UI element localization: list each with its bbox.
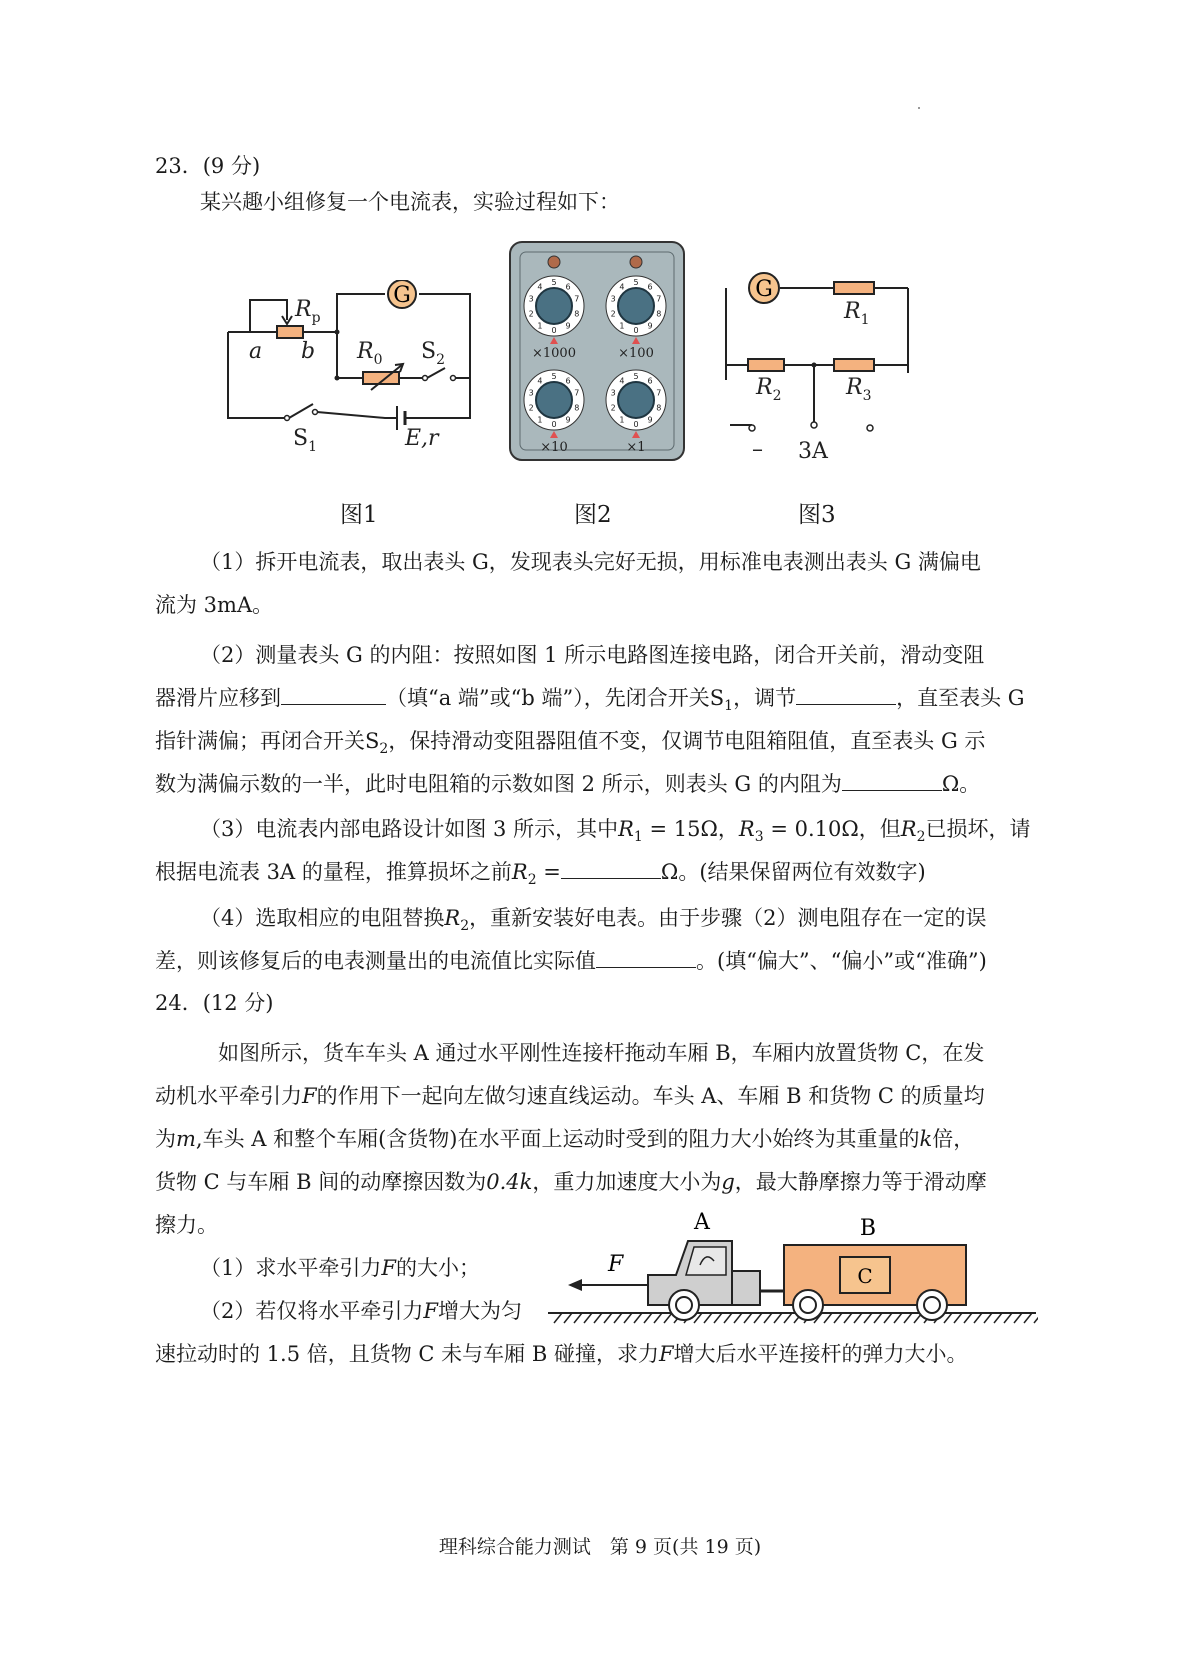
svg-text:R0 [356, 339, 383, 368]
dial-digit: 2 [528, 403, 534, 413]
q24-sub1 [200, 1253, 580, 1283]
q24-line2 [155, 1081, 1055, 1111]
q23-p2-l2b-sub: 1 [724, 698, 734, 715]
q23-p4-l2a: 差，则该修复后的电表测量出的电流值比实际值 [155, 949, 596, 973]
q23-p4-line1 [200, 903, 1100, 941]
q23-p2-l3b: ，保持滑动变阻器阻值不变，仅调节电阻箱阻值，直至表头 G 示 [388, 729, 986, 753]
figure-truck [548, 1195, 1038, 1335]
q24-s1-f: F [381, 1256, 396, 1280]
q23-p4-l1a: （4）选取相应的电阻替换 [200, 906, 445, 930]
q24-l2a: 动机水平牵引力 [155, 1084, 302, 1108]
page-footer: 理科综合能力测试 第 9 页(共 19 页) [438, 1536, 762, 1558]
fig3-r3-sub: 3 [862, 388, 872, 404]
figure-1-circuit [225, 280, 505, 460]
dial-digit: 7 [574, 388, 580, 398]
q23-p2-line2 [155, 683, 1055, 721]
fig1-r0-sub: 0 [373, 352, 383, 368]
q23-p3-l2-r2-sub: 2 [527, 872, 537, 889]
dial-digit: 4 [537, 376, 543, 386]
blank-internal-resistance[interactable] [842, 770, 942, 791]
dial-digit: 3 [610, 294, 616, 304]
fig3-range-label: 3A [798, 439, 828, 464]
q23-p2-line4 [155, 769, 1055, 799]
fig3-r1-sub: 1 [860, 312, 870, 328]
q23-p2-l3a: 指针满偏；再闭合开关S [155, 729, 380, 753]
q24-s1a: （1）求水平牵引力 [200, 1256, 382, 1280]
dial-digit: 1 [537, 321, 543, 331]
fig1-s1-sub: 1 [308, 439, 317, 455]
q23-p4-l1b: ，重新安装好电表。由于步骤（2）测电阻存在一定的误 [469, 906, 987, 930]
svg-text:S1 [293, 426, 317, 455]
svg-text:S2 [421, 339, 445, 368]
fig1-rp-label: R [295, 297, 312, 322]
q23-p3-l2c: Ω。(结果保留两位有效数字) [660, 860, 926, 884]
q24-l4c: ，最大静摩擦力等于滑动摩 [734, 1170, 987, 1194]
q24-line3 [155, 1124, 1055, 1154]
truck-b-label: B [859, 1216, 877, 1241]
dial-digit: 1 [537, 415, 543, 425]
q24-l4-mu: 0.4k [486, 1170, 533, 1194]
q23-p3-r1: R [618, 817, 634, 841]
fig1-r0-label: R [357, 339, 374, 364]
q23-p2-l2b: （填“a 端”或“b 端”），先闭合开关S [386, 686, 725, 710]
fig1-s2-sub: 2 [436, 352, 445, 368]
dial-x10-label: ×10 [540, 440, 568, 455]
dial-digit: 6 [647, 376, 653, 386]
q23-p4-r2-sub: 2 [460, 918, 470, 935]
dial-digit: 9 [565, 415, 571, 425]
q24-sub2 [200, 1296, 580, 1326]
figure-2-caption: 图2 [574, 502, 612, 528]
q23-p3-l1c: = 0.10Ω，但 [763, 817, 901, 841]
blank-measurement-bias[interactable] [596, 947, 696, 968]
fig3-g-label: G [755, 277, 773, 302]
q23-p3-r2: R [900, 817, 917, 841]
fig3-r3-label: R [846, 375, 863, 400]
blank-end-position[interactable] [281, 684, 386, 705]
dial-digit: 7 [574, 294, 580, 304]
dial-digit: 8 [574, 403, 580, 413]
dial-digit: 5 [633, 372, 639, 381]
truck-a-label: A [694, 1210, 710, 1235]
q23-p1-line1: （1）拆开电流表，取出表头 G，发现表头完好无损，用标准电表测出表头 G 满偏电 [200, 550, 981, 574]
fig3-r2-sub: 2 [772, 388, 782, 404]
dial-digit: 2 [528, 309, 534, 319]
q24-l3b: ,车头 A 和整个车厢(含货物)在水平面上运动时受到的阻力大小始终为其重量的 [195, 1127, 920, 1151]
dial-digit: 1 [619, 415, 625, 425]
q23-p2-l3-sub: 2 [379, 741, 389, 758]
truck-f-label: F [608, 1252, 624, 1277]
dial-digit: 7 [656, 388, 662, 398]
q24-sub2-cont [155, 1339, 1055, 1369]
q24-s2-f: F [423, 1299, 438, 1323]
dial-digit: 3 [528, 388, 534, 398]
fig1-a-label: a [249, 339, 263, 364]
q23-p4-line2 [155, 946, 1055, 976]
fig1-s2-label: S [421, 339, 437, 364]
q23-p3-l2b: = [536, 860, 561, 884]
q24-l4a: 货物 C 与车厢 B 间的动摩擦因数为 [155, 1170, 487, 1194]
dial-x1000-label: ×1000 [532, 346, 576, 361]
fig3-r1-label: R [844, 299, 861, 324]
svg-text:R2 [755, 375, 782, 404]
q23-p2-l4b: Ω。 [941, 772, 981, 796]
dial-digit: 8 [574, 309, 580, 319]
dial-digit: 9 [647, 321, 653, 331]
dial-digit: 5 [551, 372, 557, 381]
q24-s2a: （2）若仅将水平牵引力 [200, 1299, 424, 1323]
q23-p3-line1 [200, 814, 1100, 852]
q24-l3-k: k [919, 1127, 933, 1151]
q23-p3-l1a: （3）电流表内部电路设计如图 3 所示，其中 [200, 817, 619, 841]
q24-line1: 如图所示，货车车头 A 通过水平刚性连接杆拖动车厢 B，车厢内放置货物 C，在发 [218, 1041, 985, 1065]
q24-line4 [155, 1167, 1055, 1197]
q23-p2-l2c: ，调节 [733, 686, 797, 710]
q24-l2b: 的作用下一起向左做匀速直线运动。车头 A、车厢 B 和货物 C 的质量均 [316, 1084, 985, 1108]
dial-digit: 4 [619, 282, 625, 292]
q23-p2-l2d: ，直至表头 G [896, 686, 1025, 710]
speck [918, 107, 920, 109]
q24-l3-m: m [176, 1127, 196, 1151]
q23-p3-r1-sub: 1 [633, 829, 643, 846]
dial-digit: 2 [610, 403, 616, 413]
q23-p3-r2-sub: 2 [916, 829, 926, 846]
q24-l3c: 倍， [932, 1127, 975, 1151]
figure-3-ammeter-circuit [722, 270, 912, 470]
dial-digit: 3 [528, 294, 534, 304]
dial-digit: 9 [647, 415, 653, 425]
q23-p2-line1: （2）测量表头 G 的内阻：按照如图 1 所示电路图连接电路，闭合开关前，滑动变阻 [200, 643, 985, 667]
q24-s3a: 速拉动时的 1.5 倍，且货物 C 未与车厢 B 碰撞，求力 [155, 1342, 659, 1366]
q24-s3-f: F [658, 1342, 674, 1366]
q24-l4-g: g [721, 1170, 735, 1194]
dial-digit: 1 [619, 321, 625, 331]
svg-text:Rp [294, 297, 321, 326]
dial-digit: 0 [551, 420, 557, 429]
dial-x100-label: ×100 [618, 346, 654, 361]
q23-p3-line2 [155, 857, 1055, 895]
cargo-c-label: C [857, 1264, 873, 1288]
dial-digit: 0 [633, 420, 639, 429]
dial-digit: 9 [565, 321, 571, 331]
fig3-minus-label: – [752, 437, 763, 462]
dial-digit: 6 [565, 376, 571, 386]
q24-l4b: ，重力加速度大小为 [532, 1170, 722, 1194]
q24-line5: 擦力。 [155, 1213, 218, 1237]
q24-s3b: 增大后水平连接杆的弹力大小。 [673, 1342, 968, 1366]
q23-p2-l2a: 器滑片应移到 [155, 686, 281, 710]
dial-digit: 3 [610, 388, 616, 398]
dial-digit: 4 [619, 376, 625, 386]
dial-digit: 0 [551, 326, 557, 335]
q23-p2-line3 [155, 726, 1055, 764]
fig1-er-label: E,r [405, 426, 439, 451]
figure-1-caption: 图1 [340, 502, 378, 528]
q23-p4-l2b: 。(填“偏大”、“偏小”或“准确”) [696, 949, 987, 973]
dial-digit: 7 [656, 294, 662, 304]
figure-3-caption: 图3 [798, 502, 836, 528]
dial-digit: 5 [633, 278, 639, 287]
blank-adjust-target[interactable] [796, 684, 896, 705]
q23-p3-r3-sub: 3 [754, 829, 764, 846]
fig1-s1-label: S [293, 426, 309, 451]
q24-s1b: 的大小； [395, 1256, 480, 1280]
q23-intro: 某兴趣小组修复一个电流表，实验过程如下： [200, 190, 620, 214]
q23-p1-line2: 流为 3mA。 [155, 593, 274, 617]
svg-text:R1 [843, 299, 870, 328]
dial-x1-label: ×1 [626, 440, 646, 455]
q24-s2b: 增大为匀 [437, 1299, 522, 1323]
blank-r2-value[interactable] [561, 858, 661, 879]
dial-digit: 6 [565, 282, 571, 292]
q23-p3-l1b: = 15Ω， [642, 817, 739, 841]
dial-digit: 6 [647, 282, 653, 292]
q23-p3-r3: R [738, 817, 755, 841]
q24-l3a: 为 [155, 1127, 176, 1151]
fig1-b-label: b [301, 339, 316, 364]
fig1-rp-sub: p [311, 310, 321, 326]
dial-digit: 2 [610, 309, 616, 319]
q24-l2-f: F [302, 1084, 317, 1108]
fig3-r2-label: R [756, 375, 773, 400]
dial-digit: 8 [656, 403, 662, 413]
q23-p2-l4a: 数为满偏示数的一半，此时电阻箱的示数如图 2 所示，则表头 G 的内阻为 [155, 772, 842, 796]
q23-p3-l1d: 已损坏，请 [925, 817, 1031, 841]
q23-heading: 23．(9 分) [155, 154, 261, 178]
q23-p3-l2-r2: R [511, 860, 528, 884]
q24-heading: 24．(12 分) [155, 991, 274, 1015]
q23-p4-r2: R [444, 906, 461, 930]
dial-digit: 0 [633, 326, 639, 335]
dial-digit: 5 [551, 278, 557, 287]
q23-p3-l2a: 根据电流表 3A 的量程，推算损坏之前 [155, 860, 512, 884]
fig1-g-label: G [393, 283, 411, 308]
dial-digit: 8 [656, 309, 662, 319]
dial-digit: 4 [537, 282, 543, 292]
figure-2-resistance-box [508, 240, 686, 462]
